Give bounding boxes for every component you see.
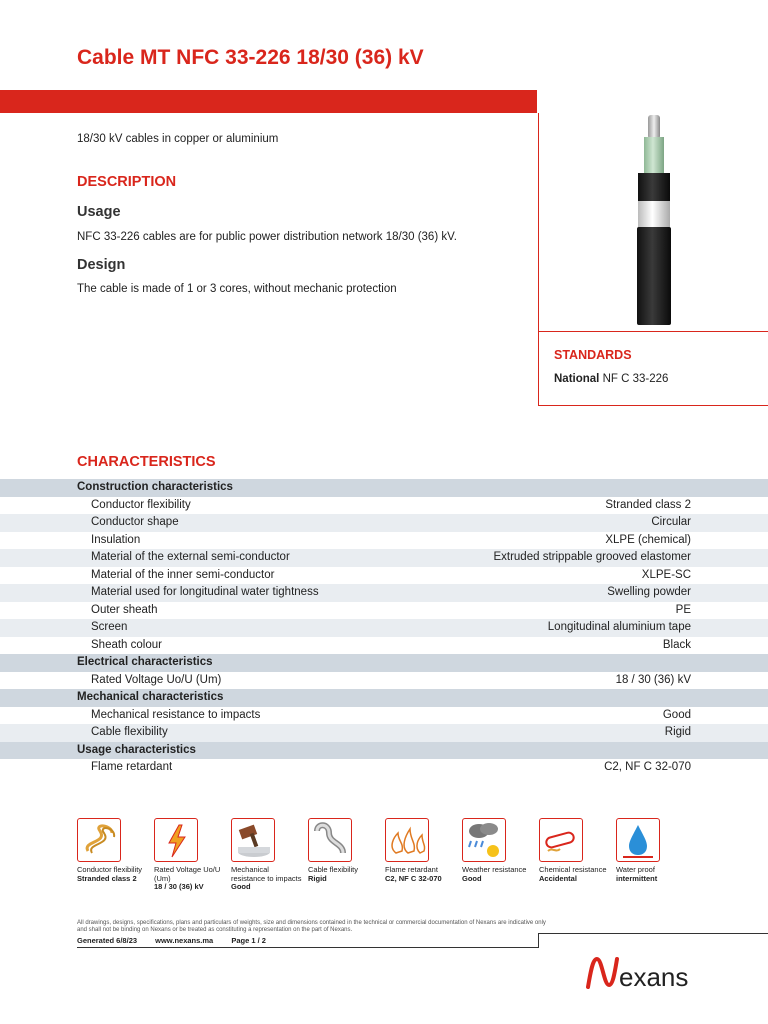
footer-divider-step	[538, 933, 539, 948]
table-section-row	[0, 689, 768, 707]
row-label: Insulation	[91, 533, 141, 546]
icon-caption	[154, 866, 226, 892]
cable-flexibility-icon	[308, 818, 352, 862]
usage-heading: Usage	[77, 204, 121, 220]
table-row	[0, 724, 768, 742]
footer-divider	[77, 947, 539, 948]
svg-text:exans: exans	[619, 962, 689, 991]
standards-label: National	[554, 373, 600, 385]
table-section-row	[0, 479, 768, 497]
rated-voltage-icon	[154, 818, 198, 862]
row-value: Swelling powder	[607, 586, 691, 598]
icon-caption-value: Good	[231, 882, 251, 891]
icon-caption	[616, 866, 688, 883]
row-label: Outer sheath	[91, 603, 158, 616]
mechanical-resistance-icon	[231, 818, 275, 862]
icon-caption-label: Conductor flexibility	[77, 865, 143, 874]
row-label: Cable flexibility	[91, 726, 168, 738]
icon-caption	[385, 866, 457, 883]
standards-panel	[538, 331, 768, 406]
section-label: Electrical characteristics	[77, 656, 213, 668]
row-label: Material of the external semi-conductor	[91, 551, 290, 563]
subtitle: 18/30 kV cables in copper or aluminium	[77, 133, 279, 145]
row-label: Rated Voltage Uo/U (Um)	[91, 673, 222, 686]
icon-caption-value: Good	[462, 873, 482, 883]
icon-caption-label: Mechanical resistance to impacts	[231, 865, 302, 883]
disclaimer: All drawings, designs, specifications, plans and particulars of weights, size and dimensions contained in the technical or commercial documentation of Nexans are indicative only and shall not be binding on Nexans or be treated as constituting a representation on the part of Nexans.	[77, 920, 546, 933]
footer-generated: Generated 6/8/23	[77, 936, 138, 945]
flame-retardant-icon	[385, 818, 429, 862]
footer-website[interactable]: www.nexans.ma	[155, 936, 214, 945]
table-row	[0, 567, 768, 585]
table-section-row	[0, 654, 768, 672]
water-proof-icon	[616, 818, 660, 862]
footer	[77, 936, 282, 945]
icon-caption	[539, 866, 611, 883]
table-row	[0, 759, 768, 777]
icon-caption-label: Weather resistance	[462, 865, 527, 874]
row-label: Screen	[91, 621, 128, 633]
usage-text: NFC 33-226 cables are for public power distribution network 18/30 (36) kV.	[77, 231, 457, 243]
icon-caption-value: C2, NF C 32-070	[385, 873, 442, 883]
icon-caption	[231, 866, 303, 892]
row-value: Longitudinal aluminium tape	[547, 621, 691, 633]
table-row	[0, 549, 768, 567]
table-row	[0, 532, 768, 550]
standards-heading: STANDARDS	[554, 348, 632, 362]
standards-value: NF C 33-226	[602, 373, 669, 385]
footer-page: Page 1 / 2	[231, 936, 266, 945]
section-label: Usage characteristics	[77, 743, 196, 756]
row-label: Conductor flexibility	[91, 498, 191, 511]
row-value: Extruded strippable grooved elastomer	[493, 551, 691, 563]
row-value: Black	[662, 638, 691, 651]
icon-caption-value: intermittent	[616, 873, 658, 883]
table-row	[0, 602, 768, 620]
row-label: Material of the inner semi-conductor	[91, 568, 275, 581]
row-label: Mechanical resistance to impacts	[91, 708, 261, 721]
icon-caption-value: Accidental	[539, 873, 577, 883]
row-value: PE	[675, 603, 691, 616]
row-label: Conductor shape	[91, 516, 179, 528]
icon-caption-label: Water proof	[616, 865, 655, 874]
table-row	[0, 637, 768, 655]
weather-resistance-icon	[462, 818, 506, 862]
section-label: Construction characteristics	[77, 481, 233, 493]
nexans-logo	[585, 955, 720, 991]
design-text: The cable is made of 1 or 3 cores, without mechanic protection	[77, 283, 397, 295]
icon-caption-value: Rigid	[308, 873, 327, 883]
conductor-flexibility-icon	[77, 818, 121, 862]
icon-caption-value: Stranded class 2	[77, 873, 137, 883]
row-value: Stranded class 2	[605, 498, 691, 511]
standards-national-row	[554, 373, 668, 385]
nexans-logo-mark	[585, 955, 720, 991]
row-label: Material used for longitudinal water tightness	[91, 586, 319, 598]
icon-caption-value: 18 / 30 (36) kV	[154, 882, 204, 891]
row-value: Good	[662, 708, 691, 721]
footer-divider-right	[538, 933, 768, 934]
icon-caption	[462, 866, 534, 883]
cable-illustration	[539, 113, 768, 331]
section-label: Mechanical characteristics	[77, 691, 224, 703]
characteristics-heading: CHARACTERISTICS	[77, 454, 216, 470]
row-label: Flame retardant	[91, 761, 173, 773]
icon-caption-label: Flame retardant	[385, 865, 438, 874]
row-value: Circular	[651, 516, 691, 528]
characteristics-table	[0, 479, 768, 777]
icon-caption-label: Rated Voltage Uo/U (Um)	[154, 865, 221, 883]
table-row	[0, 707, 768, 725]
cable-image-panel	[538, 113, 768, 332]
page-title: Cable MT NFC 33-226 18/30 (36) kV	[77, 46, 424, 69]
design-heading: Design	[77, 257, 126, 273]
icon-caption-label: Chemical resistance	[539, 865, 607, 874]
table-section-row	[0, 742, 768, 760]
table-row	[0, 497, 768, 515]
table-row	[0, 672, 768, 690]
row-value: XLPE-SC	[641, 568, 691, 581]
icon-caption	[308, 866, 380, 883]
row-value: 18 / 30 (36) kV	[615, 673, 691, 686]
icon-caption	[77, 866, 149, 883]
description-heading: DESCRIPTION	[77, 174, 177, 190]
title-red-bar	[0, 90, 537, 113]
row-label: Sheath colour	[91, 638, 162, 651]
chemical-resistance-icon	[539, 818, 583, 862]
row-value: XLPE (chemical)	[605, 533, 691, 546]
table-row	[0, 619, 768, 637]
row-value: Rigid	[664, 726, 691, 738]
icon-caption-label: Cable flexibility	[308, 865, 359, 874]
table-row	[0, 514, 768, 532]
row-value: C2, NF C 32-070	[604, 761, 691, 773]
table-row	[0, 584, 768, 602]
